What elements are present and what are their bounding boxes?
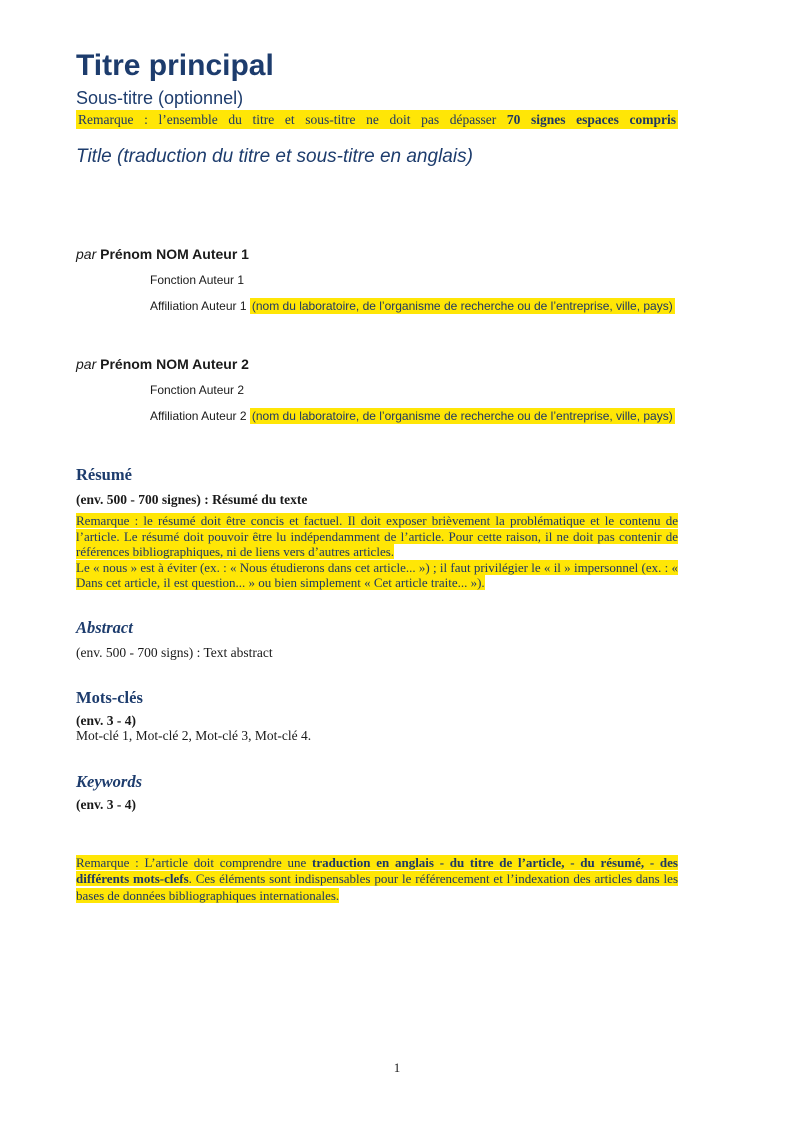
mots-cles-subheading: (env. 3 - 4) [76, 712, 136, 728]
author-1-affiliation-label: Affiliation Auteur 1 [150, 299, 250, 313]
resume-heading: Résumé [76, 465, 132, 484]
abstract-heading: Abstract [76, 617, 133, 637]
bottom-remark [76, 855, 678, 905]
par-label: par [76, 246, 97, 262]
bottom-remark-bold: traduction en anglais - du titre de l’article, - du résumé, - des différents mots-clefs [76, 854, 678, 886]
resume-subheading: (env. 500 - 700 signes) : Résumé du texte [76, 492, 308, 507]
resume-remark-paragraph-2 [76, 560, 678, 591]
author-2-name: Prénom NOM Auteur 2 [100, 356, 249, 372]
author-2-function: Fonction Auteur 2 [150, 383, 245, 397]
main-title: Titre principal [76, 49, 274, 82]
resume-remark [76, 513, 678, 591]
page-content [76, 0, 678, 904]
bottom-remark-part1: Remarque : L’article doit comprendre une [76, 854, 313, 870]
author-2-affiliation-label: Affiliation Auteur 2 [150, 409, 250, 423]
par-label: par [76, 356, 97, 372]
page-number: 1 [393, 1060, 401, 1075]
title-remark-highlight [76, 110, 678, 129]
bottom-remark-highlight [76, 855, 678, 903]
author-block-2 [76, 356, 736, 424]
title-remark [76, 110, 678, 129]
author-1-name: Prénom NOM Auteur 1 [100, 246, 249, 262]
author-2-affiliation [150, 408, 736, 424]
author-1-affiliation-highlight: (nom du laboratoire, de l’organisme de recherche ou de l’entreprise, ville, pays) [251, 299, 673, 313]
resume-remark-p2-highlight: Le « nous » est à éviter (ex. : « Nous étudierons dans cet article... ») ; il faut privilégier le « il » impersonnel (ex. : « Dans cet article, il est question... » ou bien simplement « Cet article traite... »). [76, 559, 678, 590]
author-block-1 [76, 246, 736, 314]
resume-remark-paragraph-1 [76, 513, 678, 560]
title-remark-bold: 70 signes espaces compris [506, 112, 676, 127]
author-1-function: Fonction Auteur 1 [150, 273, 245, 287]
mots-cles-list: Mot-clé 1, Mot-clé 2, Mot-clé 3, Mot-clé 4. [76, 727, 312, 743]
keywords-heading: Keywords [76, 771, 142, 791]
mots-cles-heading: Mots-clés [76, 687, 143, 707]
author-2-affiliation-highlight: (nom du laboratoire, de l’organisme de recherche ou de l’entreprise, ville, pays) [251, 409, 673, 423]
subtitle: Sous-titre (optionnel) [76, 88, 244, 108]
title-remark-text: Remarque : l’ensemble du titre et sous-titre ne doit pas dépasser [78, 112, 507, 127]
abstract-subheading: (env. 500 - 700 signs) : Text abstract [76, 644, 273, 660]
english-title: Title (traduction du titre et sous-titre en anglais) [76, 146, 473, 167]
author-1-byline [76, 246, 736, 262]
keywords-subheading: (env. 3 - 4) [76, 796, 136, 812]
author-2-byline [76, 356, 736, 372]
bottom-remark-part3: . Ces éléments sont indispensables pour le référencement et l’indexation des articles dans les bases de données bibliographiques internationales. [76, 871, 679, 903]
resume-remark-p1-highlight: Remarque : le résumé doit être concis et factuel. Il doit exposer brièvement la problématique et le contenu de l’article. Le résumé doit pouvoir être lu indépendamment de l’article. Pour cette raison, il ne doit pas contenir de références bibliographiques, ni de liens vers d’autres articles. [76, 513, 678, 559]
author-1-affiliation [150, 298, 736, 314]
